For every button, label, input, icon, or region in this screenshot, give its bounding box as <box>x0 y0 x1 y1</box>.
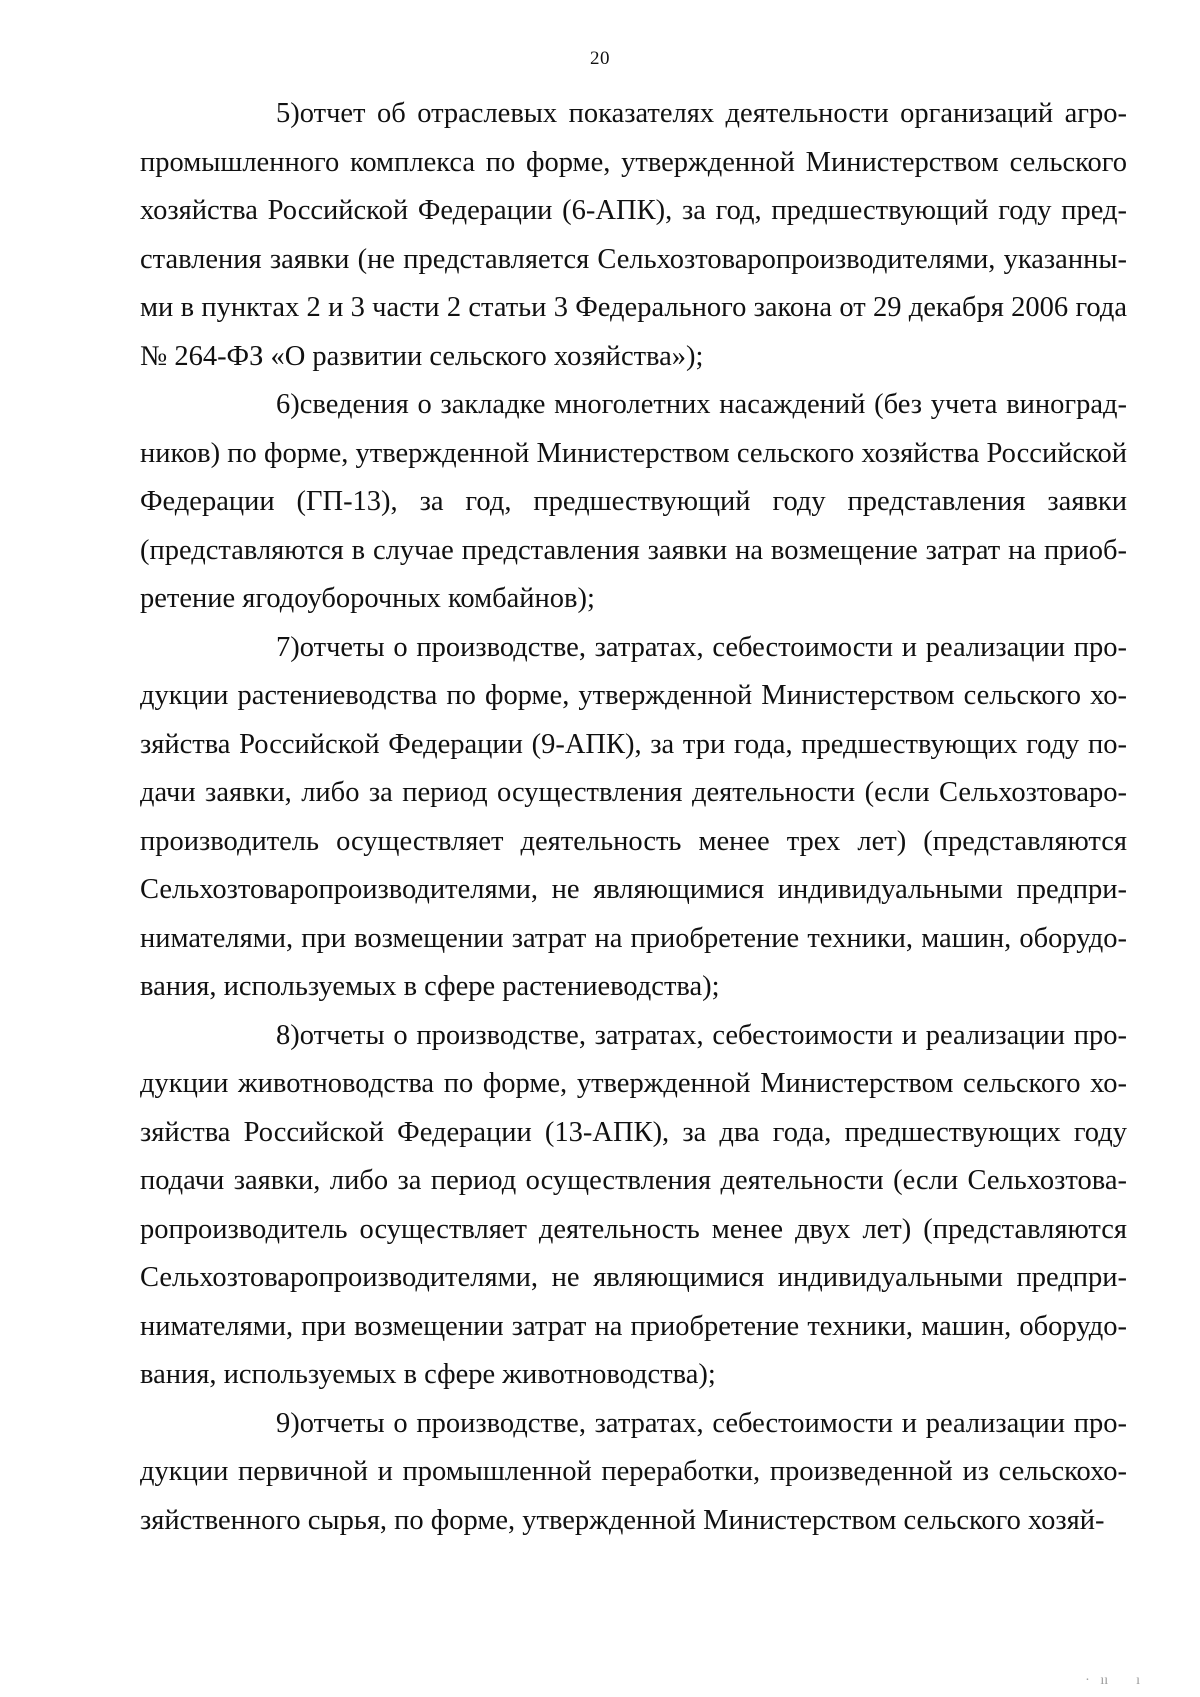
item-number: 9) <box>276 1407 300 1439</box>
item-number: 7) <box>276 631 300 663</box>
scan-artifact: · ıı ı <box>1085 1673 1140 1688</box>
document-body <box>140 90 1127 1545</box>
item-number: 6) <box>276 389 300 420</box>
list-item <box>140 90 1127 381</box>
item-text: отчеты о производстве, затратах, себестоимости и реализации продукции растениеводства по форме, утвержденной Министерством сельского хозяйства Российской Федерации (9-АПК), за три года, предшествующих году подачи заявки, либо за период осуществления деятельности (если Сельхозтоваропроизводитель осуществляет деятельность менее трех лет) (представляются Сельхозтоваропроизводителями, не являющимися индивидуальными предпринимателями, при возмещении затрат на приобретение техники, машин, оборудования, используемых в сфере растениеводства); <box>140 631 1127 1002</box>
item-text: отчет об отраслевых показателях деятельности организаций агропромышленного комплекса по форме, утвержденной Министерством сельского хозяйства Российской Федерации (6-АПК), за год, предшествующий году представления заявки (не представляется Сельхозтоваропроизводителями, указанными в пунктах 2 и 3 части 2 статьи 3 Федерального закона от 29 декабря 2006 года № 264-ФЗ «О развитии сельского хозяйства»); <box>140 98 1127 372</box>
page-number: 20 <box>590 48 610 69</box>
item-text: отчеты о производстве, затратах, себестоимости и реализации продукции животноводства по форме, утвержденной Министерством сельского хозяйства Российской Федерации (13-АПК), за два года, предшествующих году подачи заявки, либо за период осуществления деятельности (если Сельхозтоваропроизводитель осуществляет деятельность менее двух лет) (представляются Сельхозтоваропроизводителями, не являющимися индивидуальными предпринимателями, при возмещении затрат на приобретение техники, машин, оборудования, используемых в сфере животноводства); <box>140 1019 1127 1390</box>
item-text: сведения о закладке многолетних насаждений (без учета виноградников) по форме, утвержденной Министерством сельского хозяйства Российской Федерации (ГП-13), за год, предшествующий году представления заявки (представляются в случае представления заявки на возмещение затрат на приобретение ягодоуборочных комбайнов); <box>140 389 1127 614</box>
item-number: 8) <box>276 1019 300 1051</box>
item-number: 5) <box>276 98 300 129</box>
list-item <box>140 1400 1127 1546</box>
list-item <box>140 1012 1127 1400</box>
item-text: отчеты о производстве, затратах, себестоимости и реализации продукции первичной и промышленной переработки, произведенной из сельскохозяйственного сырья, по форме, утвержденной Министерством сельского хозяй- <box>140 1407 1127 1536</box>
list-item <box>140 381 1127 624</box>
list-item <box>140 624 1127 1012</box>
